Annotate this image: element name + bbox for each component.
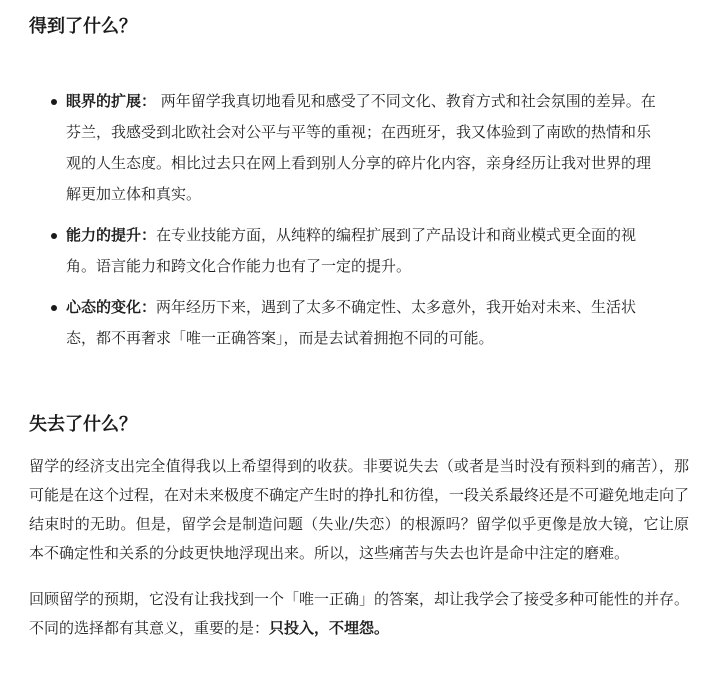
paragraph-text: 回顾留学的预期，它没有让我找到一个「唯一正确」的答案，却让我学会了接受多种可能性的并存。不同的选择都有其意义，重要的是： bbox=[29, 590, 690, 637]
list-item-mindset bbox=[29, 292, 689, 354]
loss-paragraph-1: 留学的经济支出完全值得我以上希望得到的收获。非要说失去（或者是当时没有预料到的痛苦），那可能是在这个过程，在对未来极度不确定产生时的挣扎和彷徨，一段关系最终还是不可避免地走向了结束时的无助。但是，留学会是制造问题（失业/失恋）的根源吗？留学似乎更像是放大镜，它让原本不确定性和关系的分歧更快地浮现出来。所以，这些痛苦与失去也许是命中注定的磨难。 bbox=[29, 457, 690, 562]
item-lead: 心态的变化： bbox=[66, 298, 157, 316]
section-title-gain: 得到了什么？ bbox=[29, 16, 137, 37]
list-item-ability bbox=[29, 220, 689, 282]
loss-paragraph-2 bbox=[29, 585, 689, 643]
gain-list bbox=[29, 86, 689, 354]
item-text: 在专业技能方面，从纯粹的编程扩展到了产品设计和商业模式更全面的视角。语言能力和跨文化合作能力也有了一定的提升。 bbox=[66, 226, 637, 275]
item-lead: 能力的提升： bbox=[66, 226, 157, 244]
item-text: 两年经历下来，遇到了太多不确定性、太多意外，我开始对未来、生活状态，都不再奢求「唯一正确答案」，而是去试着拥抱不同的可能。 bbox=[66, 298, 637, 347]
section-title-loss: 失去了什么？ bbox=[29, 414, 137, 435]
item-text: 两年留学我真切地看见和感受了不同文化、教育方式和社会氛围的差异。在芬兰，我感受到北欧社会对公平与平等的重视；在西班牙，我又体验到了南欧的热情和乐观的人生态度。相比过去只在网上看到别人分享的碎片化内容，亲身经历让我对世界的理解更加立体和真实。 bbox=[66, 92, 656, 203]
item-lead: 眼界的扩展： bbox=[66, 92, 157, 110]
list-item-horizon bbox=[29, 86, 689, 210]
emphasis-text: 只投入，不埋怨。 bbox=[269, 619, 390, 637]
